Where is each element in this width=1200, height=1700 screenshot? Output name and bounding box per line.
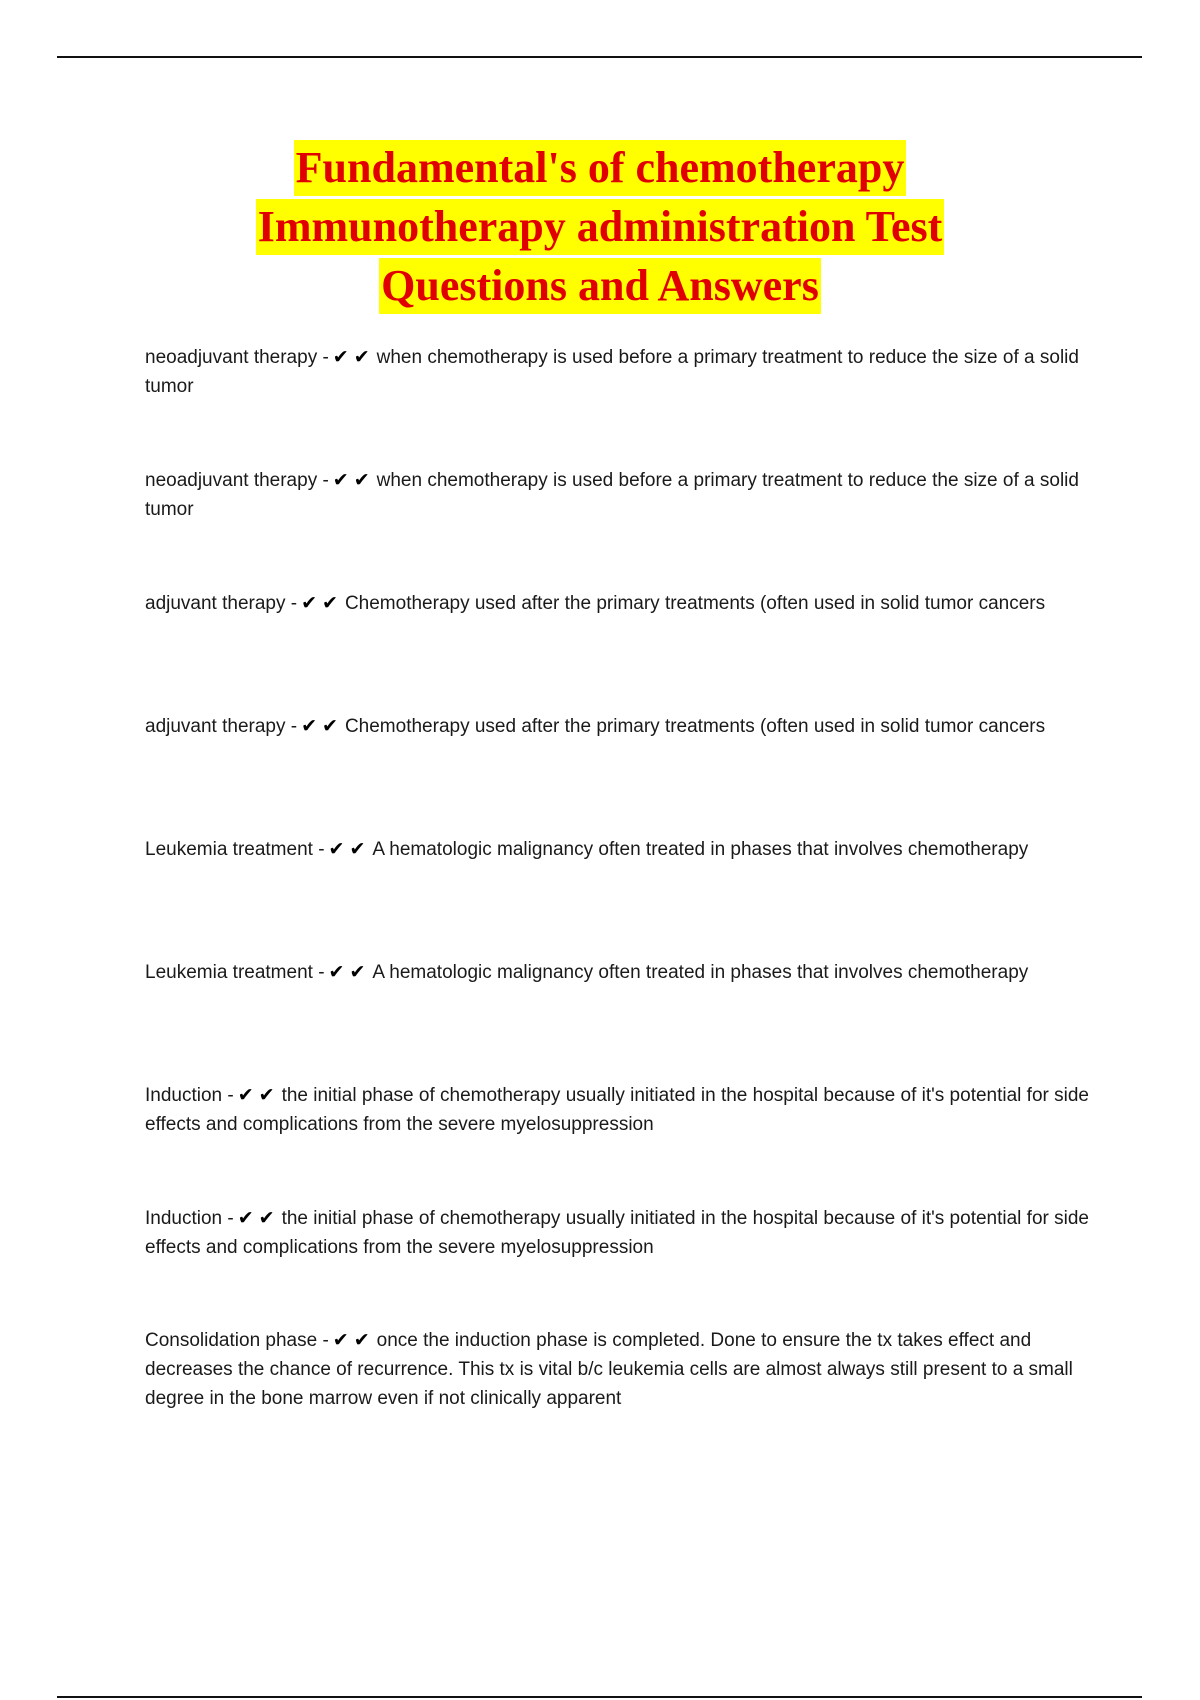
double-check-icon <box>238 1081 280 1110</box>
qa-separator: - <box>227 1085 234 1106</box>
qa-item <box>145 958 1095 987</box>
check-icon: ✔ <box>332 469 349 491</box>
qa-item <box>145 835 1095 864</box>
qa-item <box>145 1204 1095 1262</box>
check-icon: ✔ <box>349 838 366 860</box>
double-check-icon <box>333 1326 375 1355</box>
qa-term: adjuvant therapy <box>145 593 286 614</box>
bottom-divider <box>57 1696 1142 1698</box>
title-line-1 <box>0 140 1200 200</box>
qa-answer: Chemotherapy used after the primary treatments (often used in solid tumor cancers <box>344 593 1046 614</box>
qa-answer: A hematologic malignancy often treated in phases that involves chemotherapy <box>372 839 1029 860</box>
check-icon: ✔ <box>332 346 349 368</box>
qa-separator: - <box>322 347 329 368</box>
qa-separator: - <box>318 839 325 860</box>
qa-separator: - <box>318 962 325 983</box>
qa-term: Leukemia treatment <box>145 962 313 983</box>
title-line-3-text: Questions and Answers <box>379 258 821 314</box>
qa-term: neoadjuvant therapy <box>145 470 318 491</box>
qa-answer: the initial phase of chemotherapy usually initiated in the hospital because of it's potential for side effects and complications from the severe myelosuppression <box>145 1085 1089 1135</box>
qa-item <box>145 1326 1095 1413</box>
qa-separator: - <box>290 593 298 614</box>
qa-term: adjuvant therapy <box>145 716 286 737</box>
check-icon: ✔ <box>328 838 345 860</box>
title-line-2-text: Immunotherapy administration Test <box>256 199 945 255</box>
qa-term: Leukemia treatment <box>145 839 313 860</box>
check-icon: ✔ <box>353 346 370 368</box>
qa-answer: the initial phase of chemotherapy usually initiated in the hospital because of it's potential for side effects and complications from the severe myelosuppression <box>145 1208 1089 1258</box>
check-icon: ✔ <box>301 592 318 614</box>
qa-answer: when chemotherapy is used before a primary treatment to reduce the size of a solid tumor <box>145 347 1079 397</box>
qa-item <box>145 589 1095 618</box>
double-check-icon <box>301 589 343 618</box>
check-icon: ✔ <box>353 469 370 491</box>
qa-answer: once the induction phase is completed. Done to ensure the tx takes effect and decreases the chance of recurrence. This tx is vital b/c leukemia cells are almost always still present to a small degree in the bone marrow even if not clinically apparent <box>145 1330 1073 1409</box>
double-check-icon <box>333 343 375 372</box>
top-divider <box>57 56 1142 58</box>
double-check-icon <box>301 712 343 741</box>
qa-term: Consolidation phase <box>145 1330 318 1351</box>
title-line-1-text: Fundamental's of chemotherapy <box>294 140 907 196</box>
check-icon: ✔ <box>237 1207 254 1229</box>
check-icon: ✔ <box>301 715 318 737</box>
qa-item <box>145 712 1095 741</box>
qa-separator: - <box>290 716 298 737</box>
qa-separator: - <box>227 1208 234 1229</box>
double-check-icon <box>329 835 371 864</box>
check-icon: ✔ <box>349 961 366 983</box>
qa-term: Induction <box>145 1208 223 1229</box>
check-icon: ✔ <box>237 1084 254 1106</box>
qa-separator: - <box>322 1330 329 1351</box>
check-icon: ✔ <box>258 1207 275 1229</box>
qa-answer: when chemotherapy is used before a primary treatment to reduce the size of a solid tumor <box>145 470 1079 520</box>
page-title <box>0 140 1200 317</box>
qa-answer: Chemotherapy used after the primary treatments (often used in solid tumor cancers <box>344 716 1046 737</box>
qa-separator: - <box>322 470 329 491</box>
double-check-icon <box>333 466 375 495</box>
check-icon: ✔ <box>332 1329 349 1351</box>
check-icon: ✔ <box>322 592 338 614</box>
check-icon: ✔ <box>322 715 338 737</box>
double-check-icon <box>238 1204 280 1233</box>
double-check-icon <box>329 958 371 987</box>
qa-item <box>145 1081 1095 1139</box>
qa-term: Induction <box>145 1085 223 1106</box>
qa-term: neoadjuvant therapy <box>145 347 318 368</box>
qa-answer: A hematologic malignancy often treated in phases that involves chemotherapy <box>372 962 1029 983</box>
title-line-2 <box>0 199 1200 259</box>
title-line-3 <box>0 258 1200 318</box>
check-icon: ✔ <box>258 1084 275 1106</box>
qa-item <box>145 343 1095 401</box>
qa-item <box>145 466 1095 524</box>
check-icon: ✔ <box>353 1329 370 1351</box>
check-icon: ✔ <box>328 961 345 983</box>
